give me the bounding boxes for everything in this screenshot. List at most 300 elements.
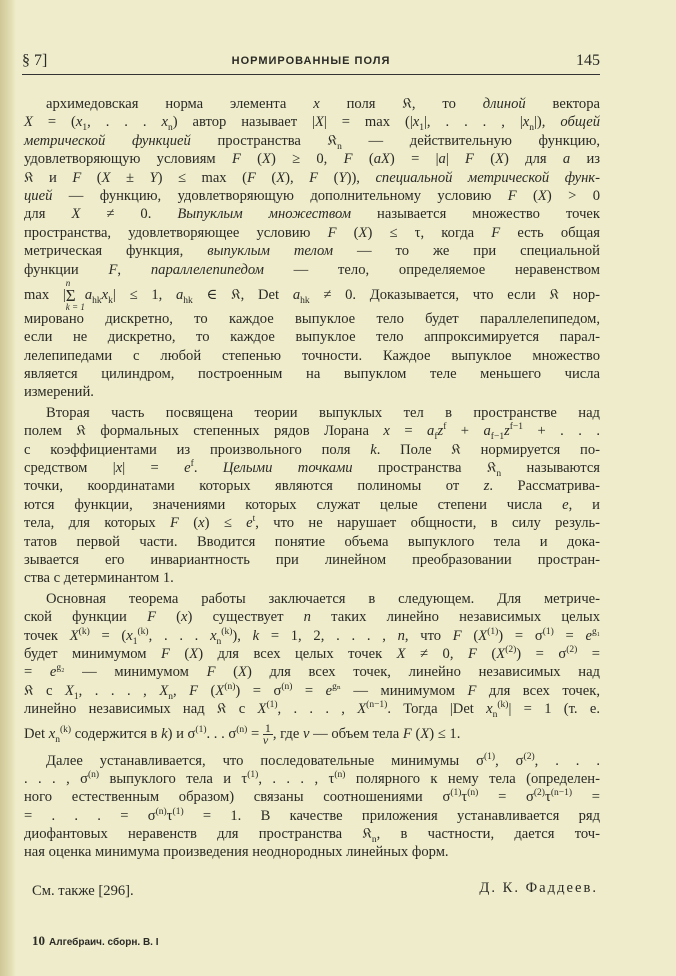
text-run: средством | bbox=[24, 460, 116, 477]
italic-run: X bbox=[189, 645, 199, 662]
italic-run: e bbox=[246, 515, 253, 532]
sum-sign-icon: Σ bbox=[65, 285, 76, 305]
italic-run: k bbox=[161, 725, 168, 742]
text-run: = 1, 2, . . . , bbox=[259, 627, 398, 644]
text-run: ( bbox=[336, 224, 359, 241]
superscript: f−1 bbox=[509, 422, 524, 433]
superscript: (2) bbox=[523, 751, 535, 762]
text-run: ) и σ bbox=[167, 725, 196, 742]
text-line bbox=[24, 608, 600, 626]
italic-run: X bbox=[64, 682, 74, 699]
text-run: тела, для которых bbox=[24, 515, 171, 532]
text-run: )), bbox=[346, 169, 376, 186]
text-run: — тело, определяемое неравенством bbox=[263, 261, 601, 278]
text-line bbox=[24, 590, 600, 608]
subscript: f bbox=[434, 432, 438, 443]
italic-run: x bbox=[181, 609, 188, 626]
text-run: ( bbox=[255, 169, 277, 186]
italic-run: X bbox=[496, 645, 506, 662]
signature-text: Алгебраич. сборн. В. I bbox=[49, 937, 159, 948]
text-run: ( bbox=[411, 725, 421, 742]
text-line bbox=[24, 132, 600, 150]
italic-run: F bbox=[72, 169, 82, 186]
text-run: является цилиндром, построенным на выпуклом теле меньшего числа bbox=[24, 366, 600, 383]
italic-run: e bbox=[184, 460, 191, 477]
superscript: (1) bbox=[487, 626, 499, 637]
italic-run: X bbox=[357, 701, 367, 718]
text-run: . bbox=[193, 460, 223, 477]
text-run: , . . . bbox=[534, 752, 600, 769]
paragraph bbox=[24, 590, 600, 750]
text-line bbox=[24, 825, 600, 843]
text-line bbox=[24, 328, 600, 346]
text-run: ( bbox=[318, 169, 339, 186]
italic-run: F bbox=[309, 169, 319, 186]
text-run: — минимумом bbox=[64, 664, 207, 681]
text-line bbox=[24, 788, 600, 806]
superscript: (n) bbox=[334, 770, 346, 781]
text-run: |), bbox=[534, 114, 561, 131]
text-run: ) ≤ 1. bbox=[429, 725, 461, 742]
superscript: g₂ bbox=[56, 663, 65, 674]
superscript: (1) bbox=[450, 788, 462, 799]
text-line bbox=[24, 459, 600, 477]
sum-upper-limit: n bbox=[65, 277, 71, 288]
text-run: поля 𝔎, то bbox=[319, 96, 483, 112]
page-edge-shadow bbox=[0, 0, 16, 976]
superscript: (1) bbox=[247, 770, 259, 781]
text-run: есть общая bbox=[500, 224, 600, 241]
italic-run: a bbox=[483, 423, 491, 440]
italic-run: X bbox=[276, 169, 286, 186]
subscript: 1 bbox=[73, 691, 79, 702]
text-run: пространства 𝔎 bbox=[352, 460, 497, 477]
text-run: ( bbox=[215, 664, 239, 681]
superscript: (n) bbox=[224, 681, 236, 692]
text-run: max | bbox=[24, 286, 66, 303]
text-run: ) = σ bbox=[498, 627, 543, 644]
running-header bbox=[22, 52, 600, 75]
subscript: n bbox=[337, 141, 342, 152]
text-run: , в частности, дается точ- bbox=[376, 826, 600, 843]
text-run: для bbox=[24, 206, 72, 223]
subscript: n bbox=[371, 834, 377, 845]
superscript: (2) bbox=[566, 645, 578, 656]
italic-run: n bbox=[397, 627, 405, 644]
text-line bbox=[24, 279, 600, 310]
italic-run: z bbox=[504, 423, 510, 440]
text-run: выпуклого тела и τ bbox=[99, 770, 248, 787]
italic-run: n bbox=[303, 609, 311, 626]
subscript: n bbox=[55, 734, 60, 745]
italic-run: X bbox=[71, 206, 81, 223]
text-line bbox=[24, 700, 600, 721]
text-run: диофантовых неравенств для пространства 𝔎 bbox=[24, 826, 372, 843]
text-run: = bbox=[553, 627, 586, 644]
running-title: НОРМИРОВАННЫЕ ПОЛЯ bbox=[231, 55, 391, 67]
text-line bbox=[24, 422, 601, 443]
italic-run: F bbox=[161, 645, 170, 662]
text-run: — функцию, удовлетворяющую дополнительному условию bbox=[52, 187, 508, 204]
text-run: + bbox=[446, 423, 484, 440]
text-run: 𝔎 и bbox=[24, 169, 73, 186]
text-run: ) для bbox=[504, 151, 563, 168]
text-run: — действительную функцию, bbox=[341, 132, 600, 149]
text-line bbox=[24, 843, 600, 861]
text-line bbox=[24, 682, 600, 700]
italic-run: e bbox=[585, 627, 592, 644]
italic-run: Y bbox=[149, 169, 158, 186]
italic-run: x bbox=[115, 460, 123, 477]
numerator: 1 bbox=[264, 720, 271, 735]
italic-run: x bbox=[383, 423, 390, 440]
text-run: = ( bbox=[89, 627, 127, 644]
text-run: = bbox=[247, 725, 263, 742]
text-run: удовлетворяющую условиям bbox=[24, 151, 232, 168]
text-run: точки, координатами которых являются полиномы от bbox=[24, 478, 484, 495]
text-run: ) существует bbox=[187, 609, 304, 626]
superscript: (k) bbox=[137, 626, 149, 637]
text-line bbox=[24, 569, 600, 587]
superscript: (n) bbox=[155, 806, 167, 817]
text-run: ∈ 𝔎, Det bbox=[192, 286, 293, 303]
italic-run: метрической функцией bbox=[24, 132, 191, 149]
text-run: ного естественным образом) связаны соотношениями σ bbox=[24, 789, 451, 806]
text-run: = σ bbox=[478, 789, 534, 806]
italic-run: F bbox=[343, 151, 353, 168]
text-run: , и bbox=[568, 496, 600, 513]
text-run: — объем тела bbox=[309, 725, 403, 742]
text-line bbox=[24, 169, 600, 187]
subscript: n bbox=[216, 636, 222, 647]
subscript: n bbox=[168, 691, 173, 702]
text-run: , . . . bbox=[148, 627, 211, 644]
text-run: . . . , σ bbox=[24, 770, 88, 787]
text-line bbox=[24, 663, 600, 681]
text-line bbox=[24, 719, 600, 750]
text-run: , что bbox=[404, 627, 453, 644]
italic-run: специальной метрической функ- bbox=[375, 169, 600, 186]
body-text bbox=[24, 95, 600, 862]
text-line bbox=[24, 645, 600, 663]
text-run: зывается его инвариантность при линейном преобразовании простран- bbox=[24, 551, 600, 568]
italic-run: F bbox=[147, 609, 156, 626]
text-run: | = 1 (т. е. bbox=[508, 701, 600, 718]
subscript: n bbox=[496, 468, 502, 479]
superscript: g₁ bbox=[591, 626, 600, 637]
text-line bbox=[24, 496, 600, 514]
text-run: . . . σ bbox=[206, 725, 237, 742]
text-run: если не дискретно, то каждое выпуклое тело аппроксимируется парал- bbox=[24, 329, 600, 346]
text-line bbox=[24, 477, 600, 495]
text-run: вектора bbox=[525, 96, 600, 112]
text-line bbox=[24, 205, 600, 223]
printer-signature-line bbox=[32, 933, 159, 949]
subscript: k bbox=[108, 295, 113, 306]
superscript: (n−1) bbox=[366, 700, 388, 711]
text-run: | ≤ 1, bbox=[112, 286, 176, 303]
italic-run: общей bbox=[560, 114, 600, 131]
text-run: , bbox=[117, 261, 151, 278]
italic-run: F bbox=[491, 224, 501, 241]
italic-run: параллелепипедом bbox=[150, 261, 264, 278]
text-run: , σ bbox=[495, 752, 524, 769]
superscript: (1) bbox=[266, 700, 278, 711]
italic-run: X bbox=[262, 151, 271, 168]
text-run: ской функции bbox=[24, 609, 148, 626]
text-run: измерений. bbox=[24, 384, 94, 401]
subscript: n bbox=[529, 123, 535, 134]
text-run: = bbox=[292, 682, 326, 699]
italic-run: x bbox=[313, 96, 320, 112]
italic-run: v bbox=[302, 725, 310, 742]
text-line bbox=[24, 261, 600, 279]
text-run: ) автор называет | bbox=[172, 114, 315, 131]
italic-run: e bbox=[562, 496, 569, 513]
text-run: ), bbox=[285, 169, 310, 186]
sum-lower-limit: k = 1 bbox=[65, 301, 85, 312]
italic-run: aX bbox=[373, 151, 390, 168]
text-run: ства с детерминантом 1. bbox=[24, 570, 174, 587]
text-run: = bbox=[572, 789, 600, 806]
superscript: (2) bbox=[533, 788, 545, 799]
text-run: метрическая функция, bbox=[24, 243, 208, 260]
text-line bbox=[24, 242, 600, 260]
subscript: hk bbox=[183, 295, 193, 306]
summation bbox=[66, 279, 85, 312]
italic-run: X bbox=[24, 114, 33, 131]
text-line bbox=[24, 514, 600, 532]
text-run: ) ≤ bbox=[204, 515, 247, 532]
italic-run: X bbox=[396, 645, 406, 662]
italic-run: X bbox=[257, 701, 267, 718]
superscript: (n) bbox=[87, 770, 100, 781]
text-run: 𝔎 с bbox=[24, 682, 65, 699]
text-run: ± bbox=[110, 169, 150, 186]
italic-run: a bbox=[292, 286, 301, 303]
italic-run: F bbox=[467, 682, 477, 699]
italic-run: X bbox=[69, 627, 79, 644]
paragraph bbox=[24, 752, 600, 862]
text-run: ( bbox=[516, 187, 538, 204]
superscript: (1) bbox=[195, 724, 207, 735]
italic-run: z bbox=[437, 423, 444, 440]
text-run: ≠ 0. bbox=[80, 206, 178, 223]
superscript: (1) bbox=[484, 751, 496, 762]
see-also-reference: См. также [296]. bbox=[32, 883, 134, 899]
italic-run: a bbox=[176, 286, 184, 303]
italic-run: z bbox=[483, 478, 490, 495]
italic-run: цией bbox=[24, 187, 53, 204]
italic-run: длиной bbox=[482, 96, 526, 112]
text-run: = . . . = σ bbox=[24, 807, 156, 824]
text-run: . Поле 𝔎 нормируется по- bbox=[376, 441, 600, 458]
subscript: 1 bbox=[419, 123, 424, 134]
italic-run: F bbox=[452, 627, 462, 644]
text-run: , что не нарушает общности, в силу резуль- bbox=[255, 515, 601, 532]
text-run: ( bbox=[473, 151, 496, 168]
text-run: , . . . , bbox=[277, 701, 358, 718]
text-line bbox=[24, 187, 600, 205]
text-run: ются функции, значениями которых служат целые степени числа bbox=[24, 496, 563, 513]
text-run: функции bbox=[24, 261, 109, 278]
text-run: Вторая часть посвящена теории выпуклых тел в пространстве над bbox=[46, 404, 600, 421]
text-run: ( bbox=[352, 151, 374, 168]
italic-run: X bbox=[358, 224, 368, 241]
text-run: ( bbox=[169, 645, 190, 662]
text-run: , . . . , τ bbox=[258, 770, 335, 787]
superscript: t bbox=[252, 514, 256, 525]
italic-run: X bbox=[478, 627, 488, 644]
text-run: ≠ 0. Доказывается, что если 𝔎 нор- bbox=[309, 286, 600, 303]
italic-run: k bbox=[370, 441, 377, 458]
text-run: ) ≤ max ( bbox=[157, 169, 247, 186]
subscript: 1 bbox=[132, 636, 138, 647]
superscript: (n) bbox=[467, 788, 479, 799]
text-line bbox=[24, 347, 600, 365]
italic-run: a bbox=[438, 151, 446, 168]
text-run: = bbox=[24, 664, 50, 681]
text-line bbox=[24, 441, 600, 459]
superscript: (1) bbox=[542, 626, 554, 637]
text-line bbox=[24, 752, 600, 770]
italic-run: x bbox=[101, 286, 109, 303]
superscript: (k) bbox=[78, 626, 90, 637]
text-run: ( bbox=[240, 151, 263, 168]
text-run: таких линейно независимых целых bbox=[310, 609, 601, 626]
text-run: Det bbox=[24, 725, 49, 742]
text-line bbox=[24, 533, 600, 551]
subscript: hk bbox=[92, 295, 102, 306]
text-run: = bbox=[389, 423, 428, 440]
text-run: Основная теорема работы заключается в следующем. Для метриче- bbox=[46, 590, 600, 607]
text-run: |, . . . , | bbox=[424, 114, 523, 131]
text-run: + . . . bbox=[523, 423, 601, 440]
section-number: § 7] bbox=[22, 52, 48, 69]
text-run: полем 𝔎 формальных степенных рядов Лорана bbox=[24, 423, 384, 440]
text-run: = ( bbox=[32, 114, 76, 131]
italic-run: F bbox=[465, 151, 474, 168]
superscript: gₙ bbox=[332, 681, 341, 692]
italic-run: выпуклым телом bbox=[207, 243, 334, 260]
text-line bbox=[24, 807, 600, 825]
superscript: (n−1) bbox=[550, 788, 573, 799]
text-run: ) = σ bbox=[516, 645, 567, 662]
subscript: 1 bbox=[82, 123, 88, 134]
text-run: будет минимумом bbox=[24, 645, 161, 662]
author-signature: Д. К. Фаддеев. bbox=[479, 880, 598, 896]
text-run: ( bbox=[461, 627, 479, 644]
text-run: ) для всех целых точек bbox=[198, 645, 397, 662]
text-run: ( bbox=[155, 609, 182, 626]
text-run: = 1. В качестве приложения устанавливается ряд bbox=[183, 807, 600, 824]
superscript: (1) bbox=[172, 806, 184, 817]
text-run: архимедовская норма элемента bbox=[46, 96, 314, 112]
italic-run: a bbox=[562, 151, 571, 168]
text-run: = bbox=[577, 645, 600, 662]
superscript: (k) bbox=[221, 626, 233, 637]
text-run: называется множество точек bbox=[351, 206, 600, 223]
text-run: ≠ 0, bbox=[405, 645, 468, 662]
italic-run: k bbox=[252, 627, 260, 644]
italic-run: F bbox=[402, 725, 412, 742]
text-run: , . . . bbox=[87, 114, 162, 131]
italic-run: Целыми точками bbox=[222, 460, 353, 477]
text-run: — минимумом bbox=[340, 682, 468, 699]
italic-run: F bbox=[327, 224, 337, 241]
italic-run: F bbox=[231, 151, 241, 168]
superscript: f bbox=[190, 459, 194, 470]
text-run: | = max (| bbox=[323, 114, 413, 131]
italic-run: Выпуклым множеством bbox=[177, 206, 352, 223]
italic-run: F bbox=[108, 261, 118, 278]
text-line bbox=[24, 224, 600, 242]
italic-run: X bbox=[238, 664, 247, 681]
subscript: n bbox=[167, 123, 173, 134]
italic-run: a bbox=[427, 423, 435, 440]
superscript: (k) bbox=[497, 700, 509, 711]
text-run: пространства, удовлетворяющее условию bbox=[24, 224, 328, 241]
text-run: ( bbox=[178, 515, 199, 532]
italic-run: F bbox=[246, 169, 256, 186]
text-run: Далее устанавливается, что последовательные минимумы σ bbox=[46, 752, 485, 769]
italic-run: F bbox=[170, 515, 179, 532]
paragraph bbox=[24, 404, 600, 588]
text-line bbox=[24, 627, 600, 645]
italic-run: F bbox=[507, 187, 517, 204]
italic-run: X bbox=[101, 169, 111, 186]
text-run: линейно независимых над 𝔎 с bbox=[24, 701, 258, 718]
italic-run: e bbox=[325, 682, 333, 699]
italic-run: x bbox=[486, 701, 493, 718]
superscript: (n) bbox=[236, 724, 248, 735]
text-run: лелепипедами с любой степенью точности. Каждое выпуклое множество bbox=[24, 347, 600, 364]
fraction bbox=[262, 720, 273, 747]
text-run: ) = | bbox=[389, 151, 439, 168]
italic-run: X bbox=[537, 187, 547, 204]
text-run: с коэффициентами из произвольного поля bbox=[24, 441, 371, 458]
italic-run: X bbox=[420, 725, 430, 742]
text-run: | bbox=[445, 151, 466, 168]
text-run: татов первой части. Вводится понятие объема выпуклого тела и дока- bbox=[24, 533, 600, 550]
text-line bbox=[24, 113, 600, 134]
text-run: мировано дискретно, то каждое выпуклое тело будет параллелепипедом, bbox=[24, 310, 600, 327]
italic-run: Y bbox=[338, 169, 347, 186]
italic-run: X bbox=[495, 151, 505, 168]
italic-run: F bbox=[189, 682, 199, 699]
page-number: 145 bbox=[576, 52, 600, 69]
superscript: f bbox=[443, 422, 447, 433]
text-run: . Рассматрива- bbox=[489, 478, 600, 495]
text-run: . Тогда |Det bbox=[387, 701, 487, 718]
text-line bbox=[24, 150, 600, 168]
text-run: ) ≤ τ, когда bbox=[367, 224, 492, 241]
text-line bbox=[24, 551, 600, 569]
text-run: пространства 𝔎 bbox=[190, 132, 338, 149]
text-run: ) ≥ 0, bbox=[270, 151, 344, 168]
text-run: , . . . , bbox=[78, 682, 160, 699]
text-run: полярного к нему тела (определен- bbox=[345, 770, 600, 787]
superscript: (k) bbox=[59, 724, 72, 735]
italic-run: F bbox=[467, 645, 477, 662]
text-run: τ bbox=[544, 789, 551, 806]
text-line bbox=[24, 383, 600, 401]
text-run: | = bbox=[122, 460, 185, 477]
text-line bbox=[24, 310, 600, 328]
italic-run: X bbox=[159, 682, 169, 699]
text-line bbox=[24, 770, 600, 788]
superscript: (2) bbox=[505, 645, 517, 656]
